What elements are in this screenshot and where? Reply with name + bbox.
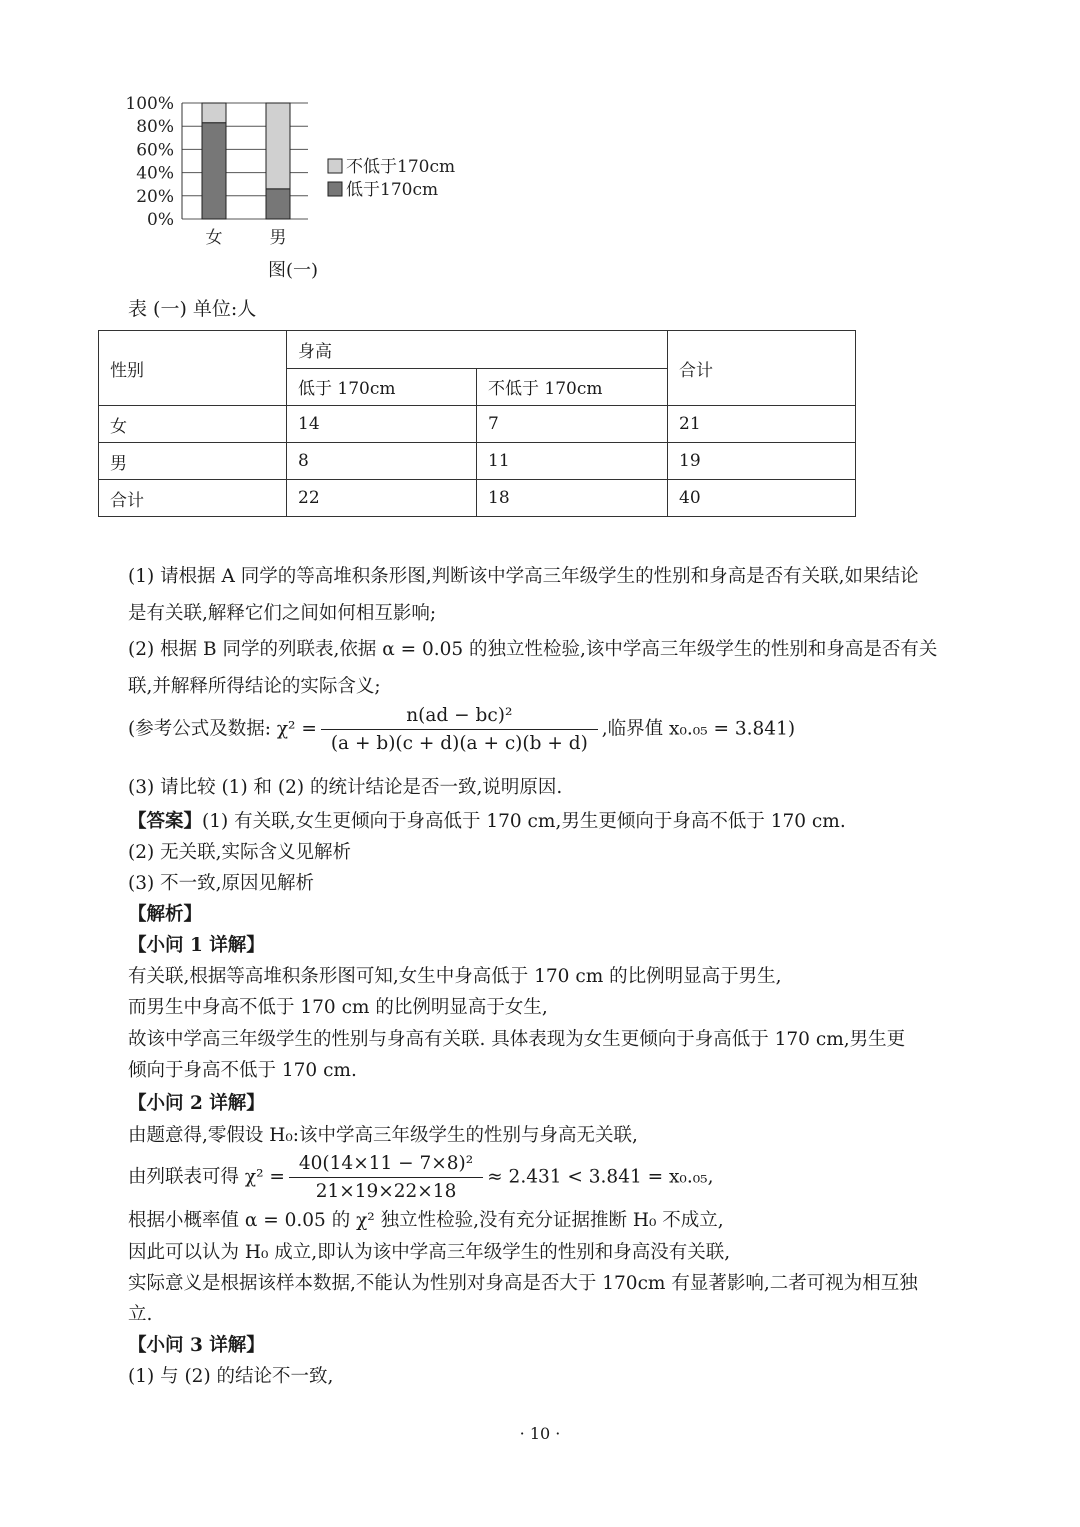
table-row — [99, 480, 856, 517]
row-label: 男 — [99, 443, 287, 480]
ref-denominator: (a + b)(c + d)(a + c)(b + d) — [330, 733, 588, 754]
cell-high: 18 — [477, 480, 668, 517]
ref-suffix: ,临界值 x₀.₀₅ = 3.841) — [601, 718, 796, 740]
calc-prefix: 由列联表可得 χ² = — [128, 1166, 285, 1188]
cell-high: 11 — [477, 443, 668, 480]
sub-question-2-tag: 【小问 2 详解】 — [128, 1093, 265, 1114]
bar-segment — [266, 103, 290, 189]
header-gender: 性别 — [99, 331, 287, 406]
cell-total: 21 — [668, 406, 856, 443]
bar-segment — [266, 189, 290, 219]
calc-numerator: 40(14×11 − 7×8)² — [289, 1153, 483, 1178]
analysis-1-line-3: 故该中学高三年级学生的性别与身高有关联. 具体表现为女生更倾向于身高低于 170 cm,男生更 — [128, 1029, 906, 1050]
analysis-2-calculation — [128, 1153, 713, 1202]
answer-tag: 【答案】 — [128, 811, 203, 832]
answer-line-1 — [128, 810, 846, 834]
analysis-2-line-4: 因此可以认为 H₀ 成立,即认为该中学高三年级学生的性别和身高没有关联, — [128, 1242, 731, 1263]
cell-high: 7 — [477, 406, 668, 443]
legend-label: 不低于170cm — [346, 157, 456, 177]
legend-label: 低于170cm — [346, 180, 439, 200]
analysis-2-line-1: 由题意得,零假设 H₀:该中学高三年级学生的性别与身高无关联, — [128, 1125, 638, 1146]
header-low: 低于 170cm — [287, 368, 477, 406]
analysis-tag: 【解析】 — [128, 904, 203, 925]
row-label: 女 — [99, 406, 287, 443]
contingency-table — [98, 330, 856, 517]
chart-caption: 图(一) — [268, 260, 319, 281]
chart-x-labels — [206, 228, 287, 248]
question-1-line-1: (1) 请根据 A 同学的等高堆积条形图,判断该中学高三年级学生的性别和身高是否有关联,如果结论 — [128, 566, 919, 587]
chart-legend — [328, 157, 455, 200]
legend-swatch — [328, 182, 342, 196]
answer-2: (2) 无关联,实际含义见解析 — [128, 842, 351, 863]
analysis-2-line-3: 根据小概率值 α = 0.05 的 χ² 独立性检验,没有充分证据推断 H₀ 不成立, — [128, 1210, 724, 1231]
analysis-1-line-4: 倾向于身高不低于 170 cm. — [128, 1060, 357, 1081]
cell-low: 8 — [287, 443, 477, 480]
question-3: (3) 请比较 (1) 和 (2) 的统计结论是否一致,说明原因. — [128, 777, 563, 798]
calc-suffix: ≈ 2.431 < 3.841 = x₀.₀₅, — [487, 1166, 714, 1188]
analysis-2-line-5: 实际意义是根据该样本数据,不能认为性别对身高是否大于 170cm 有显著影响,二者可视为相互独 — [128, 1273, 918, 1294]
y-tick-label: 100% — [125, 94, 174, 114]
ref-fraction — [321, 705, 598, 754]
ref-numerator: n(ad − bc)² — [321, 705, 598, 730]
analysis-2-line-6: 立. — [128, 1304, 153, 1325]
header-high: 不低于 170cm — [477, 368, 668, 406]
x-tick-label: 女 — [205, 228, 223, 248]
table-row — [99, 406, 856, 443]
chart-bars — [202, 103, 290, 219]
cell-low: 22 — [287, 480, 477, 517]
row-label: 合计 — [99, 480, 287, 517]
y-tick-label: 40% — [136, 163, 174, 184]
y-tick-label: 80% — [136, 117, 174, 138]
y-tick-label: 0% — [147, 210, 174, 230]
cell-total: 19 — [668, 443, 856, 480]
calc-denominator: 21×19×22×18 — [315, 1181, 457, 1202]
y-tick-label: 60% — [136, 140, 174, 161]
bar-segment — [202, 123, 226, 219]
legend-swatch — [328, 159, 342, 173]
question-1-line-2: 是有关联,解释它们之间如何相互影响; — [128, 603, 437, 624]
question-2-line-1: (2) 根据 B 同学的列联表,依据 α = 0.05 的独立性检验,该中学高三年级学生的性别和身高是否有关 — [128, 639, 938, 660]
ref-prefix: (参考公式及数据: χ² = — [128, 718, 317, 740]
answer-3: (3) 不一致,原因见解析 — [128, 873, 314, 894]
header-height: 身高 — [287, 331, 668, 369]
calc-fraction — [289, 1153, 483, 1202]
header-total: 合计 — [668, 331, 856, 406]
chart-y-ticks — [125, 94, 174, 230]
analysis-3-line-1: (1) 与 (2) 的结论不一致, — [128, 1366, 334, 1387]
cell-low: 14 — [287, 406, 477, 443]
x-tick-label: 男 — [269, 228, 287, 248]
y-tick-label: 20% — [136, 186, 174, 207]
table-row — [99, 443, 856, 480]
sub-question-1-tag: 【小问 1 详解】 — [128, 935, 265, 956]
bar-segment — [202, 103, 226, 123]
sub-question-3-tag: 【小问 3 详解】 — [128, 1335, 265, 1356]
analysis-1-line-1: 有关联,根据等高堆积条形图可知,女生中身高低于 170 cm 的比例明显高于男生, — [128, 966, 782, 987]
reference-formula — [128, 705, 795, 754]
question-2-line-2: 联,并解释所得结论的实际含义; — [128, 676, 381, 697]
table-caption: 表 (一) 单位:人 — [128, 298, 257, 320]
answer-1: (1) 有关联,女生更倾向于身高低于 170 cm,男生更倾向于身高不低于 170 cm. — [202, 811, 846, 832]
cell-total: 40 — [668, 480, 856, 517]
analysis-1-line-2: 而男生中身高不低于 170 cm 的比例明显高于女生, — [128, 997, 548, 1018]
page-number: · 10 · — [519, 1424, 561, 1443]
